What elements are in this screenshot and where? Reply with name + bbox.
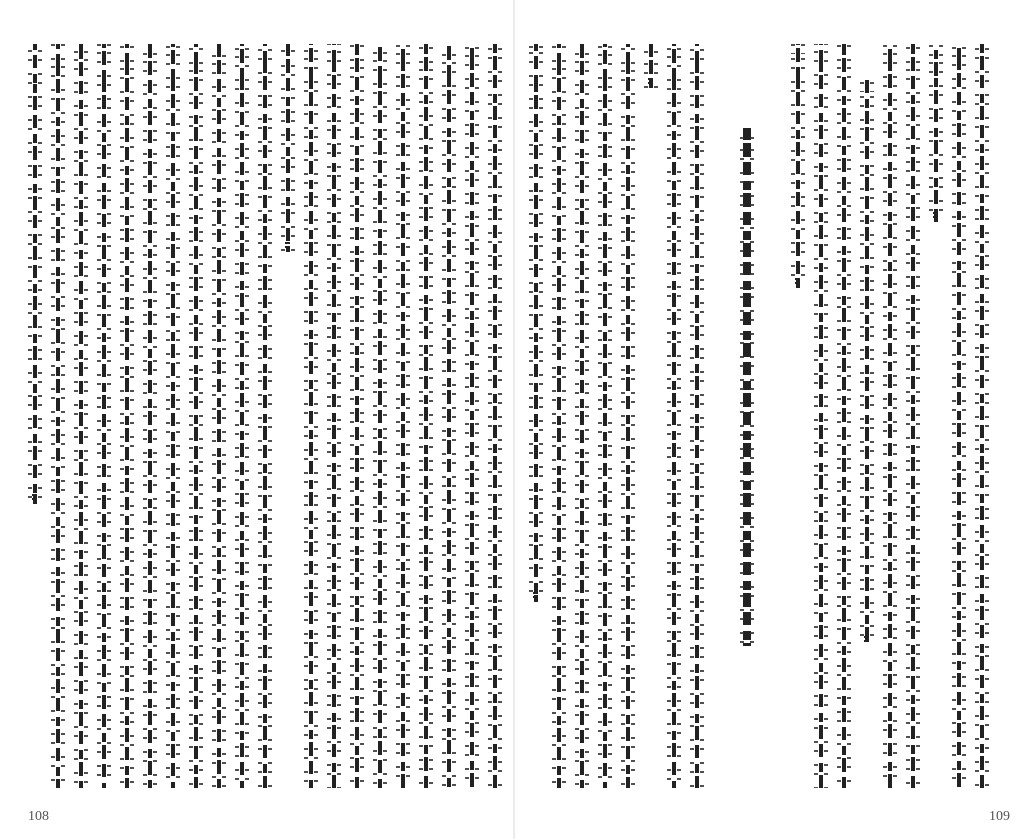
glyph-tails <box>235 44 249 788</box>
glyph-tails <box>740 128 754 646</box>
page-number-right: 109 <box>989 809 1010 824</box>
text-column <box>143 44 157 788</box>
glyph-tails <box>281 44 295 252</box>
text-column <box>529 44 543 602</box>
glyph-tails <box>51 44 65 788</box>
text-column <box>258 44 272 788</box>
punctuation-mark <box>533 592 539 598</box>
glyph-tails <box>212 44 226 788</box>
text-column <box>97 44 111 788</box>
text-column <box>552 44 566 788</box>
text-column <box>166 44 180 788</box>
text-column <box>791 44 805 288</box>
glyph-tails <box>621 44 635 788</box>
glyph-tails <box>667 44 681 788</box>
glyph-tails <box>837 44 851 788</box>
glyph-tails <box>143 44 157 788</box>
text-column <box>929 44 943 222</box>
punctuation-mark <box>32 494 38 500</box>
text-column <box>235 44 249 788</box>
glyph-tails <box>952 44 966 788</box>
glyph-tails <box>373 44 387 788</box>
punctuation-mark <box>933 212 939 218</box>
text-column <box>814 44 828 788</box>
text-column <box>575 44 589 788</box>
text-column <box>327 44 341 788</box>
glyph-tails <box>575 44 589 788</box>
punctuation-mark <box>285 242 291 248</box>
glyph-tails <box>419 44 433 788</box>
text-column <box>74 44 88 788</box>
text-column <box>598 44 612 788</box>
glyph-tails <box>327 44 341 788</box>
glyph-tails <box>350 44 364 788</box>
text-column <box>465 44 479 788</box>
glyph-tails <box>97 44 111 788</box>
glyph-tails <box>552 44 566 788</box>
glyph-tails <box>120 44 134 788</box>
glyph-tails <box>74 44 88 788</box>
glyph-tails <box>690 44 704 788</box>
glyph-tails <box>598 44 612 788</box>
text-column <box>690 44 704 788</box>
glyph-tails <box>166 44 180 788</box>
glyph-tails <box>791 44 805 288</box>
text-column <box>667 44 681 788</box>
glyph-tails <box>814 44 828 788</box>
text-column <box>51 44 65 788</box>
text-column <box>304 44 318 788</box>
glyph-tails <box>465 44 479 788</box>
glyph-tails <box>929 44 943 222</box>
page-right <box>515 0 1030 839</box>
glyph-tails <box>975 44 989 788</box>
glyph-tails <box>488 44 502 788</box>
chapter-title <box>740 128 758 646</box>
glyph-tails <box>860 80 874 646</box>
glyph-tails <box>883 44 897 788</box>
text-column <box>373 44 387 788</box>
text-column <box>281 44 295 252</box>
punctuation-mark <box>864 636 870 642</box>
text-column <box>860 80 874 646</box>
glyph-tails <box>189 44 203 788</box>
text-column <box>350 44 364 788</box>
text-column <box>906 44 920 788</box>
text-column <box>952 44 966 788</box>
text-column <box>120 44 134 788</box>
text-column <box>212 44 226 788</box>
glyph-tails <box>28 44 42 504</box>
text-column <box>644 44 658 88</box>
glyph-tails <box>258 44 272 788</box>
text-column <box>28 44 42 504</box>
text-column <box>396 44 410 788</box>
glyph-tails <box>529 44 543 602</box>
punctuation-mark <box>648 78 654 84</box>
page-number-left: 108 <box>28 809 49 824</box>
text-column <box>975 44 989 788</box>
text-column <box>488 44 502 788</box>
punctuation-mark <box>795 278 801 284</box>
glyph-tails <box>442 44 456 788</box>
text-column <box>442 44 456 788</box>
glyph-tails <box>304 44 318 788</box>
glyph-tails <box>396 44 410 788</box>
text-column <box>837 44 851 788</box>
glyph-tails <box>906 44 920 788</box>
text-column <box>189 44 203 788</box>
text-column <box>419 44 433 788</box>
text-column <box>883 44 897 788</box>
text-column <box>621 44 635 788</box>
